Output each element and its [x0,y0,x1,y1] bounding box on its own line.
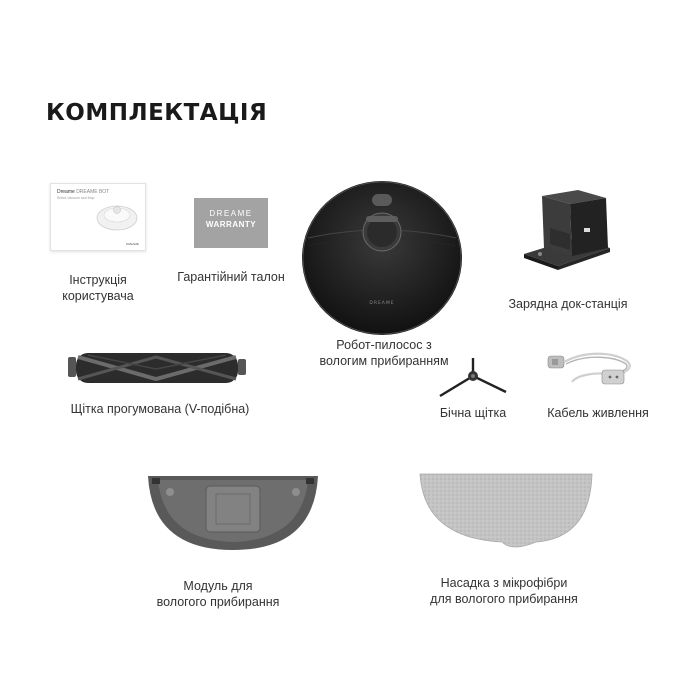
side-brush-label: Бічна щітка [439,406,507,420]
power-cable-image [546,346,636,390]
warranty-word-text: WARRANTY [205,220,257,229]
warranty-label: Гарантійний талон [177,270,285,284]
page-title: КОМПЛЕКТАЦІЯ [46,100,268,126]
mop-module-label: Модуль для вологого прибирання [156,579,280,609]
manual-subtitle-text: Robot Vacuum and Mop [57,196,95,200]
microfiber-pad-image [416,470,596,554]
mop-module-image [144,470,322,552]
charging-dock-label: Зарядна док-станція [508,297,628,311]
manual-footer-text: DREAME [126,242,139,246]
rubber-brush-label: Щітка прогумована (V-подібна) [70,402,250,416]
microfiber-pad-label: Насадка з мікрофібри для вологого прибирання [430,576,578,606]
manual-label: Інструкція користувача [62,273,134,303]
rubber-brush-image [68,347,246,389]
robot-brand-text: DREAME [369,301,395,306]
power-cable-label: Кабель живлення [547,406,649,420]
side-brush-image [436,356,510,402]
user-manual-image [50,183,146,251]
manual-robot-icon [95,196,139,234]
warranty-brand-text: DREAME [209,209,253,218]
manual-brand-text: Dreame DREAME BOT [57,189,110,195]
charging-dock-image [514,188,614,272]
robot-vacuum-image [300,178,464,336]
warranty-card-image [194,198,268,248]
robot-vacuum-label: Робот-пилосос з вологим прибиранням [319,338,449,368]
